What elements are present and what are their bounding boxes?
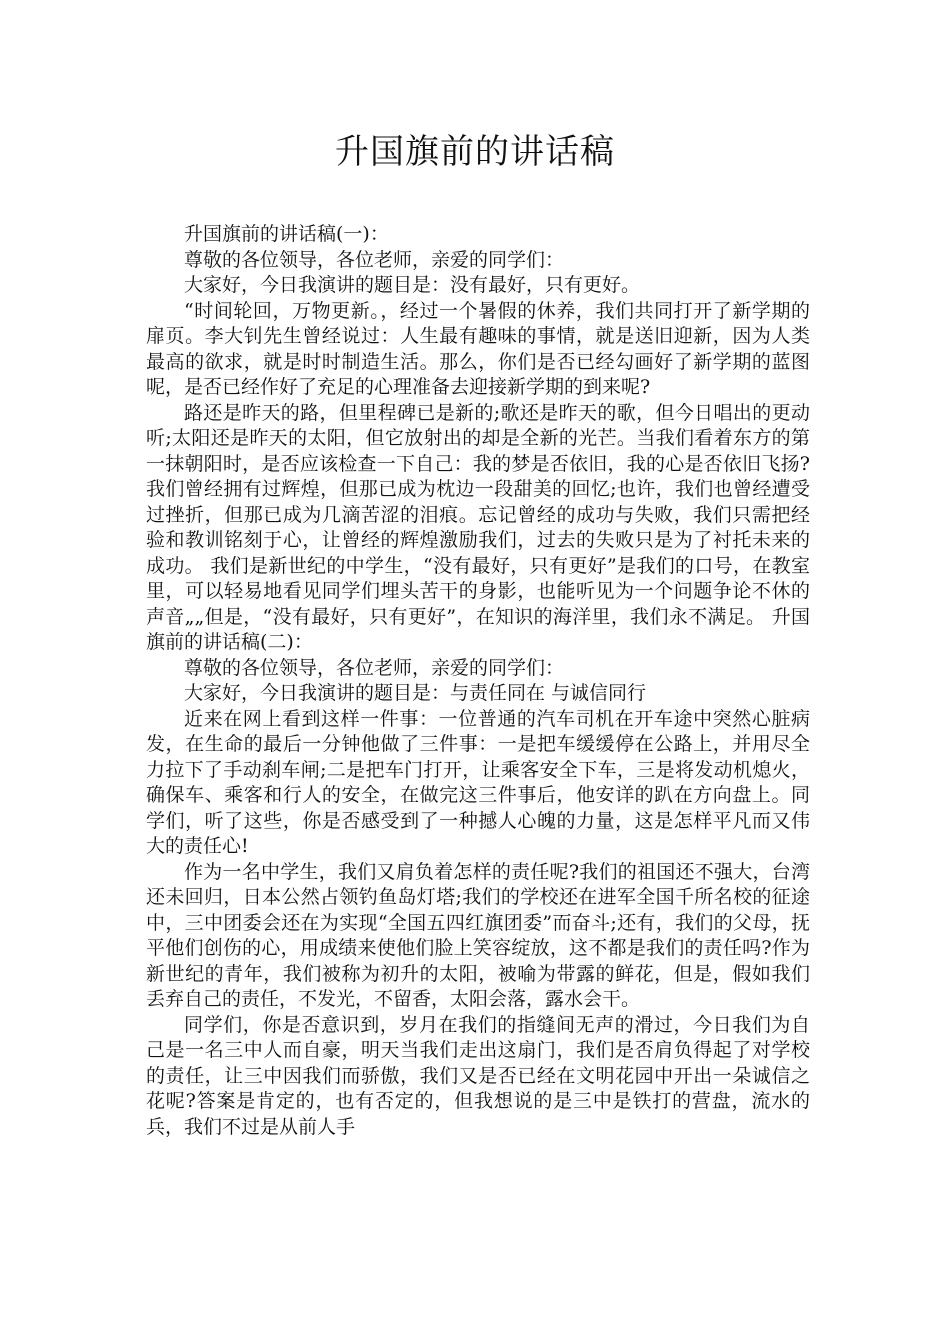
paragraph: 大家好，今日我演讲的题目是：与责任同在 与诚信同行 bbox=[184, 682, 647, 704]
page-title: 升国旗前的讲话稿 bbox=[335, 132, 615, 172]
paragraph: 同学们，你是否意识到，岁月在我们的指缝间无声的滑过，今日我们为自己是一名三中人而自豪，明天当我们走出这扇门，我们是否肩负得起了对学校的责任，让三中因我们而骄傲，我们又是否已经在文明花园中开出一朵诚信之花呢?答案是肯定的，也有否定的，但我想说的是三中是铁打的营盘，流水的兵，我们不过是从前人手 bbox=[146, 1013, 810, 1138]
paragraph: “时间轮回，万物更新。，经过一个暑假的休养，我们共同打开了新学期的扉页。李大钊先生曾经说过：人生最有趣味的事情，就是送旧迎新，因为人类最高的欲求，就是时时制造生活。那么，你们是否已经勾画好了新学期的蓝图呢，是否已经作好了充足的心理准备去迎接新学期的到来呢? bbox=[146, 299, 810, 398]
paragraph: 近来在网上看到这样一件事：一位普通的汽车司机在开车途中突然心脏病发，在生命的最后一分钟他做了三件事：一是把车缓缓停在公路上，并用尽全力拉下了手动刹车闸;二是把车门打开，让乘客安全下车，三是将发动机熄火，确保车、乘客和行人的安全，在做完这三件事后，他安详的趴在方向盘上。同学们，听了这些，你是否感受到了一种撼人心魄的力量，这是怎样平凡而又伟大的责任心! bbox=[146, 707, 810, 857]
paragraph: 尊敬的各位领导，各位老师，亲爱的同学们： bbox=[184, 248, 565, 271]
paragraph: 大家好，今日我演讲的题目是：没有最好，只有更好。 bbox=[184, 274, 641, 296]
paragraph: 路还是昨天的路，但里程碑已是新的;歌还是昨天的歌，但今日唱出的更动听;太阳还是昨天的太阳，但它放射出的却是全新的光芒。当我们看着东方的第一抹朝阳时，是否应该检查一下自己：我的梦是否依旧，我的心是否依旧飞扬?我们曾经拥有过辉煌，但那已成为枕边一段甜美的回忆;也许，我们也曾经遭受过挫折，但那已成为几滴苦涩的泪痕。忘记曾经的成功与失败，我们只需把经验和教训铭刻于心，让曾经的辉煌激励我们，过去的失败只是为了衬托未来的成功。 我们是新世纪的中学生，“没有最好，只有更好”是我们的口号，在教室里，可以轻易地看见同学们埋头苦干的身影，也能听见为一个问题争论不休的声音„„但是，“没有最好，只有更好”，在知识的海洋里，我们永不满足。 升国旗前的讲话稿(二)： bbox=[146, 401, 810, 653]
document-body bbox=[146, 222, 810, 1140]
paragraph: 作为一名中学生，我们又肩负着怎样的责任呢?我们的祖国还不强大，台湾还未回归，日本公然占领钓鱼岛灯塔;我们的学校还在进军全国千所名校的征途中，三中团委会还在为实现“全国五四红旗团委”而奋斗;还有，我们的父母，抚平他们创伤的心，用成绩来使他们脸上笑容绽放，这不都是我们的责任吗?作为新世纪的青年，我们被称为初升的太阳，被喻为带露的鲜花，但是，假如我们丢弃自己的责任，不发光，不留香，太阳会落，露水会干。 bbox=[146, 860, 810, 1010]
paragraph: 升国旗前的讲话稿(一)： bbox=[184, 223, 389, 245]
paragraph: 尊敬的各位领导，各位老师，亲爱的同学们： bbox=[184, 656, 565, 679]
